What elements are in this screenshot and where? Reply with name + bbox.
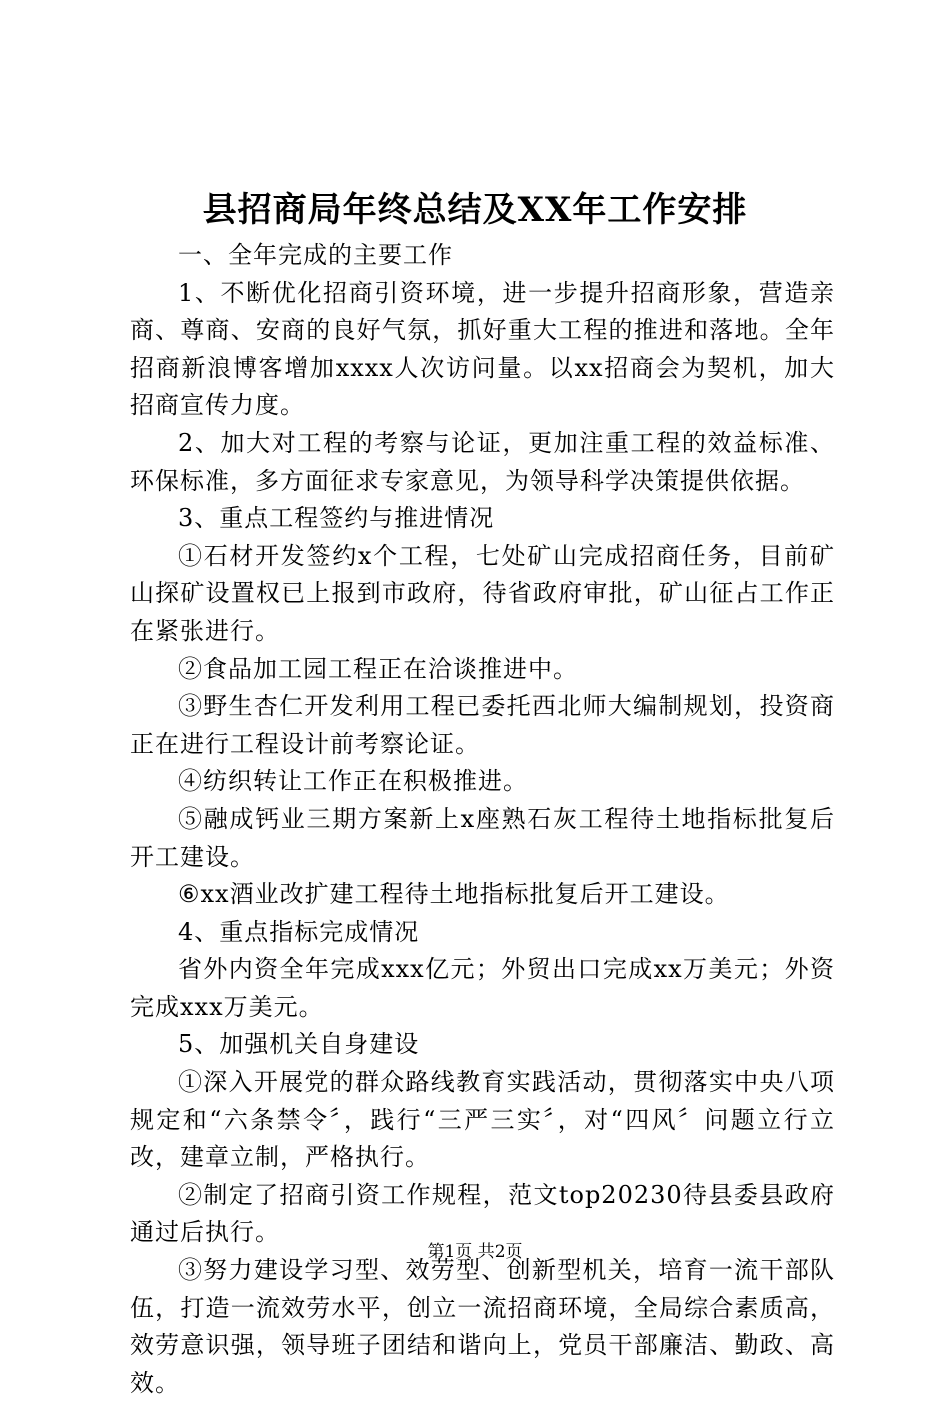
document-title: 县招商局年终总结及XX年工作安排 — [202, 190, 748, 230]
paragraph-winery-project: ⑥xx酒业改扩建工程待土地指标批复后开工建设。 — [178, 880, 730, 909]
paragraph-calcium-project: ⑤融成钙业三期方案新上x座熟石灰工程待土地指标批复后开工建设。 — [130, 804, 835, 871]
paragraph-food-park: ②食品加工园工程正在洽谈推进中。 — [178, 654, 578, 683]
paragraph-organization-building: ③努力建设学习型、效劳型、创新型机关，培育一流干部队伍，打造一流效劳水平，创立一流招商环境，全局综合素质高，效劳意识强，领导班子团结和谐向上，党员干部廉洁、勤政、高效。 — [130, 1256, 835, 1397]
paragraph-work-rules: ②制定了招商引资工作规程，范文top20230待县委县政府通过后执行。 — [130, 1180, 835, 1247]
paragraph-textile-transfer: ④纺织转让工作正在积极推进。 — [178, 767, 528, 796]
paragraph-self-building-heading: 5、加强机关自身建设 — [178, 1030, 420, 1059]
paragraph-key-projects-heading: 3、重点工程签约与推进情况 — [178, 504, 495, 533]
paragraph-indicators: 省外内资全年完成xxx亿元；外贸出口完成xx万美元；外资完成xxx万美元。 — [130, 955, 835, 1021]
section-heading-main-work: 一、全年完成的主要工作 — [178, 241, 453, 269]
paragraph-apricot-project: ③野生杏仁开发利用工程已委托西北师大编制规划，投资商正在进行工程设计前考察论证。 — [130, 692, 835, 758]
paragraph-project-review: 2、加大对工程的考察与论证，更加注重工程的效益标准、环保标准，多方面征求专家意见，为领导科学决策提供依据。 — [130, 428, 835, 495]
paragraph-environment: 1、不断优化招商引资环境，进一步提升招商形象，营造亲商、尊商、安商的良好气氛，抓好重大工程的推进和落地。全年招商新浪博客增加xxxx人次访问量。以xx招商会为契机，加大招商宣传力度。 — [130, 278, 835, 420]
document-body — [130, 237, 835, 1402]
paragraph-education-activity: ①深入开展党的群众路线教育实践活动，贯彻落实中央八项规定和“六条禁令〞，践行“三严三实〞，对“四风〞问题立行立改，建章立制，严格执行。 — [130, 1068, 835, 1172]
paragraph-indicators-heading: 4、重点指标完成情况 — [178, 917, 420, 946]
paragraph-stone-project: ①石材开发签约x个工程，七处矿山完成招商任务，目前矿山探矿设置权已上报到市政府，待省政府审批，矿山征占工作正在紧张进行。 — [130, 541, 835, 645]
page-footer: 第1页 共2页 — [427, 1242, 523, 1262]
